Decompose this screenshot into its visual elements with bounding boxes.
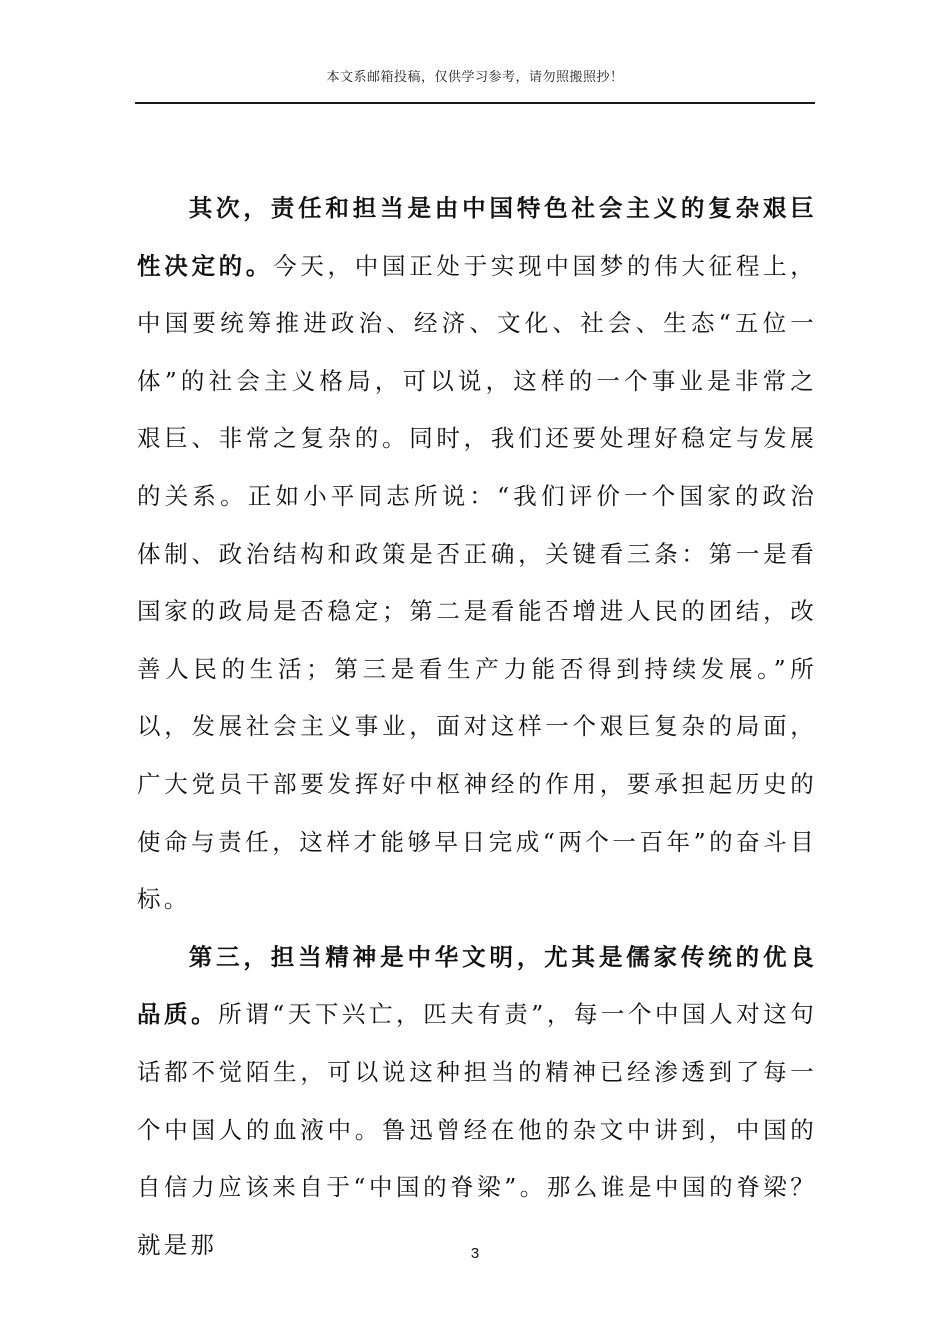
page-header-notice: 本文系邮箱投稿，仅供学习参考，请勿照搬照抄！: [326, 70, 624, 85]
page-number: 3: [470, 1245, 480, 1262]
paragraph-third-point: [137, 929, 817, 1275]
paragraph-body-text: 今天，中国正处于实现中国梦的伟大征程上，中国要统筹推进政治、经济、文化、社会、生态“五位一体”的社会主义格局，可以说，这样的一个事业是非常之艰巨、非常之复杂的。同时，我们还要处理好稳定与发展的关系。正如小平同志所说：“我们评价一个国家的政治体制、政治结构和政策是否正确，关键看三条：第一是看国家的政局是否稳定；第二是看能否增进人民的团结，改善人民的生活；第三是看生产力能否得到持续发展。”所以，发展社会主义事业，面对这样一个艰巨复杂的局面，广大党员干部要发挥好中枢神经的作用，要承担起历史的使命与责任，这样才能够早日完成“两个一百年”的奋斗目标。: [137, 251, 818, 914]
paragraph-body-text: 所谓“天下兴亡，匹夫有责”，每一个中国人对这句话都不觉陌生，可以说这种担当的精神已经渗透到了每一个中国人的血液中。鲁迅曾经在他的杂文中讲到，中国的自信力应该来自于“中国的脊梁”。那么谁是中国的脊梁？就是那: [137, 1000, 817, 1259]
paragraph-second-point: [137, 180, 817, 929]
paragraph-lead-sentence: 其次，责任和担当是由中国特色社会主义的复杂艰巨性决定的。: [137, 194, 817, 280]
paragraph-lead-sentence: 第三，担当精神是中华文明，尤其是儒家传统的优良品质。: [137, 942, 817, 1029]
header-divider: [135, 102, 815, 104]
document-body: [137, 180, 817, 1274]
